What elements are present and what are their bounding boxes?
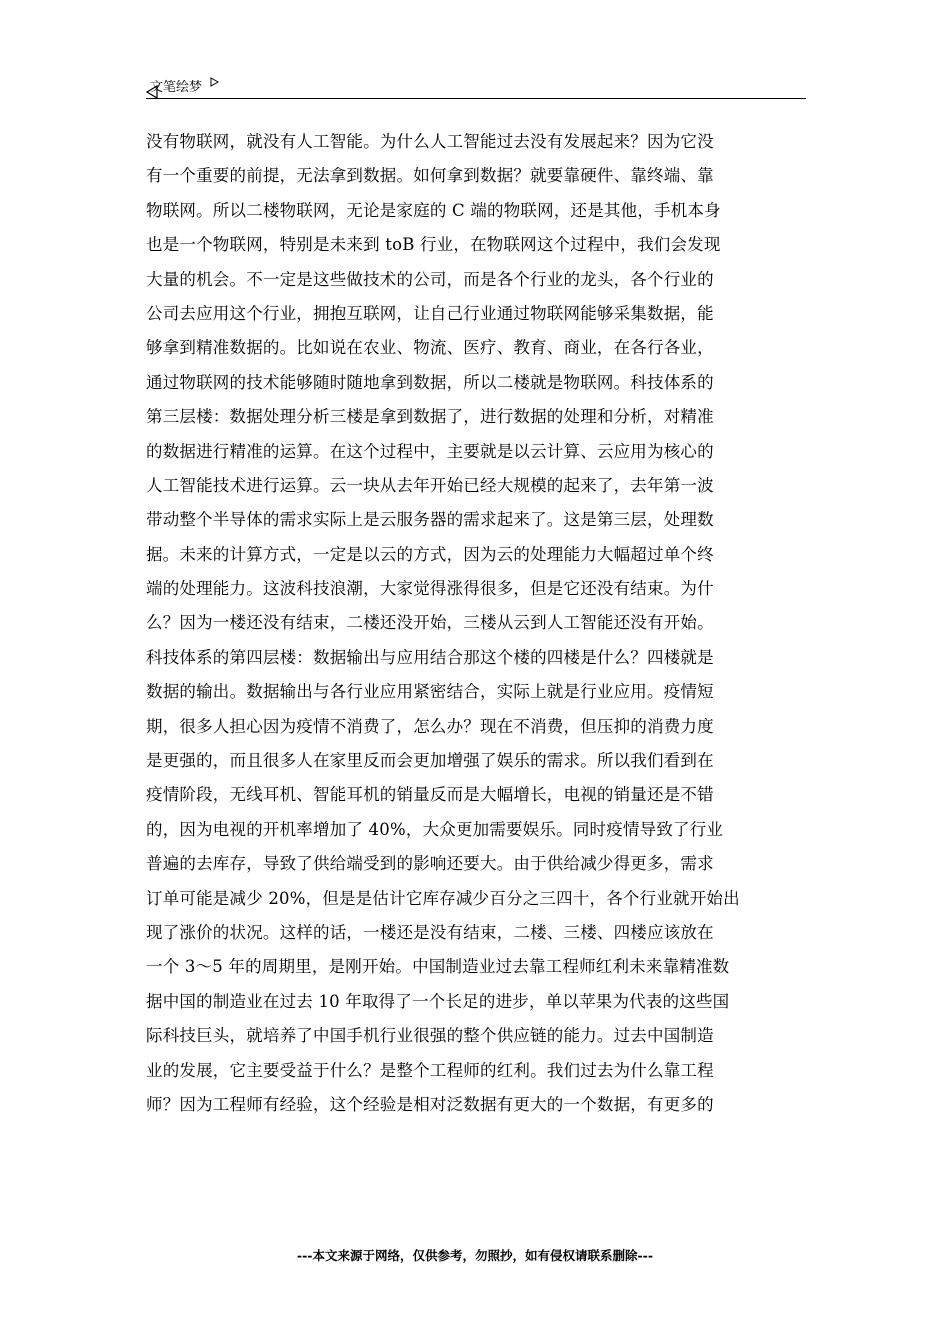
text-line: 疫情阶段，无线耳机、智能耳机的销量反而是大幅增长，电视的销量还是不错 — [146, 785, 714, 805]
body-text — [146, 125, 810, 1122]
text-line: 一个 3～5 年的周期里，是刚开始。中国制造业过去靠工程师红利未来靠精准数 — [146, 957, 730, 977]
text-line: 据中国的制造业在过去 10 年取得了一个长足的进步，单以苹果为代表的这些国 — [146, 991, 730, 1011]
text-line: 么？因为一楼还没有结束，二楼还没开始，三楼从云到人工智能还没有开始。 — [146, 613, 714, 633]
text-line: 普遍的去库存，导致了供给端受到的影响还要大。由于供给减少得更多，需求 — [146, 854, 714, 874]
brand-name: 文笔绘梦 — [150, 79, 203, 95]
text-line: 是更强的，而且很多人在家里反而会更加增强了娱乐的需求。所以我们看到在 — [146, 751, 714, 771]
text-line: 也是一个物联网，特别是未来到 toB 行业，在物联网这个过程中，我们会发现 — [146, 235, 721, 255]
text-line: 现了涨价的状况。这样的话，一楼还是没有结束，二楼、三楼、四楼应该放在 — [146, 922, 714, 942]
text-line: 际科技巨头，就培养了中国手机行业很强的整个供应链的能力。过去中国制造 — [146, 1026, 714, 1046]
text-line: 师？因为工程师有经验，这个经验是相对泛数据有更大的一个数据，有更多的 — [146, 1094, 714, 1114]
page-header — [146, 74, 806, 99]
text-line: 够拿到精准数据的。比如说在农业、物流、医疗、教育、商业，在各行各业， — [146, 338, 714, 358]
text-line: 带动整个半导体的需求实际上是云服务器的需求起来了。这是第三层，处理数 — [146, 510, 714, 530]
text-line: 有一个重要的前提，无法拿到数据。如何拿到数据？就要靠硬件、靠终端、靠 — [146, 166, 714, 186]
text-line: 大量的机会。不一定是这些做技术的公司，而是各个行业的龙头，各个行业的 — [146, 269, 714, 289]
text-line: 期，很多人担心因为疫情不消费了，怎么办？现在不消费，但压抑的消费力度 — [146, 716, 714, 736]
text-line: 端的处理能力。这波科技浪潮，大家觉得涨得很多，但是它还没有结束。为什 — [146, 579, 714, 599]
text-line: 的，因为电视的开机率增加了 40%，大众更加需要娱乐。同时疫情导致了行业 — [146, 819, 724, 839]
text-line: 公司去应用这个行业，拥抱互联网，让自己行业通过物联网能够采集数据，能 — [146, 303, 714, 323]
text-line: 科技体系的第四层楼：数据输出与应用结合那这个楼的四楼是什么？四楼就是 — [146, 647, 714, 667]
page-footer: ---本文来源于网络，仅供参考，勿照抄，如有侵权请联系删除--- — [296, 1248, 654, 1263]
text-line: 人工智能技术进行运算。云一块从去年开始已经大规模的起来了，去年第一波 — [146, 475, 714, 495]
triangle-right-outline-icon — [210, 77, 219, 90]
text-line: 物联网。所以二楼物联网，无论是家庭的 C 端的物联网，还是其他，手机本身 — [146, 200, 721, 220]
text-line: 的数据进行精准的运算。在这个过程中，主要就是以云计算、云应用为核心的 — [146, 441, 714, 461]
text-line: 通过物联网的技术能够随时随地拿到数据，所以二楼就是物联网。科技体系的 — [146, 372, 714, 392]
text-line: 数据的输出。数据输出与各行业应用紧密结合，实际上就是行业应用。疫情短 — [146, 682, 714, 702]
text-line: 第三层楼：数据处理分析三楼是拿到数据了，进行数据的处理和分析，对精准 — [146, 407, 714, 427]
text-line: 据。未来的计算方式，一定是以云的方式，因为云的处理能力大幅超过单个终 — [146, 544, 714, 564]
text-line: 业的发展，它主要受益于什么？是整个工程师的红利。我们过去为什么靠工程 — [146, 1060, 714, 1080]
text-line: 订单可能是减少 20%，但是是估计它库存减少百分之三四十，各个行业就开始出 — [146, 888, 740, 908]
text-line: 没有物联网，就没有人工智能。为什么人工智能过去没有发展起来？因为它没 — [146, 132, 714, 151]
